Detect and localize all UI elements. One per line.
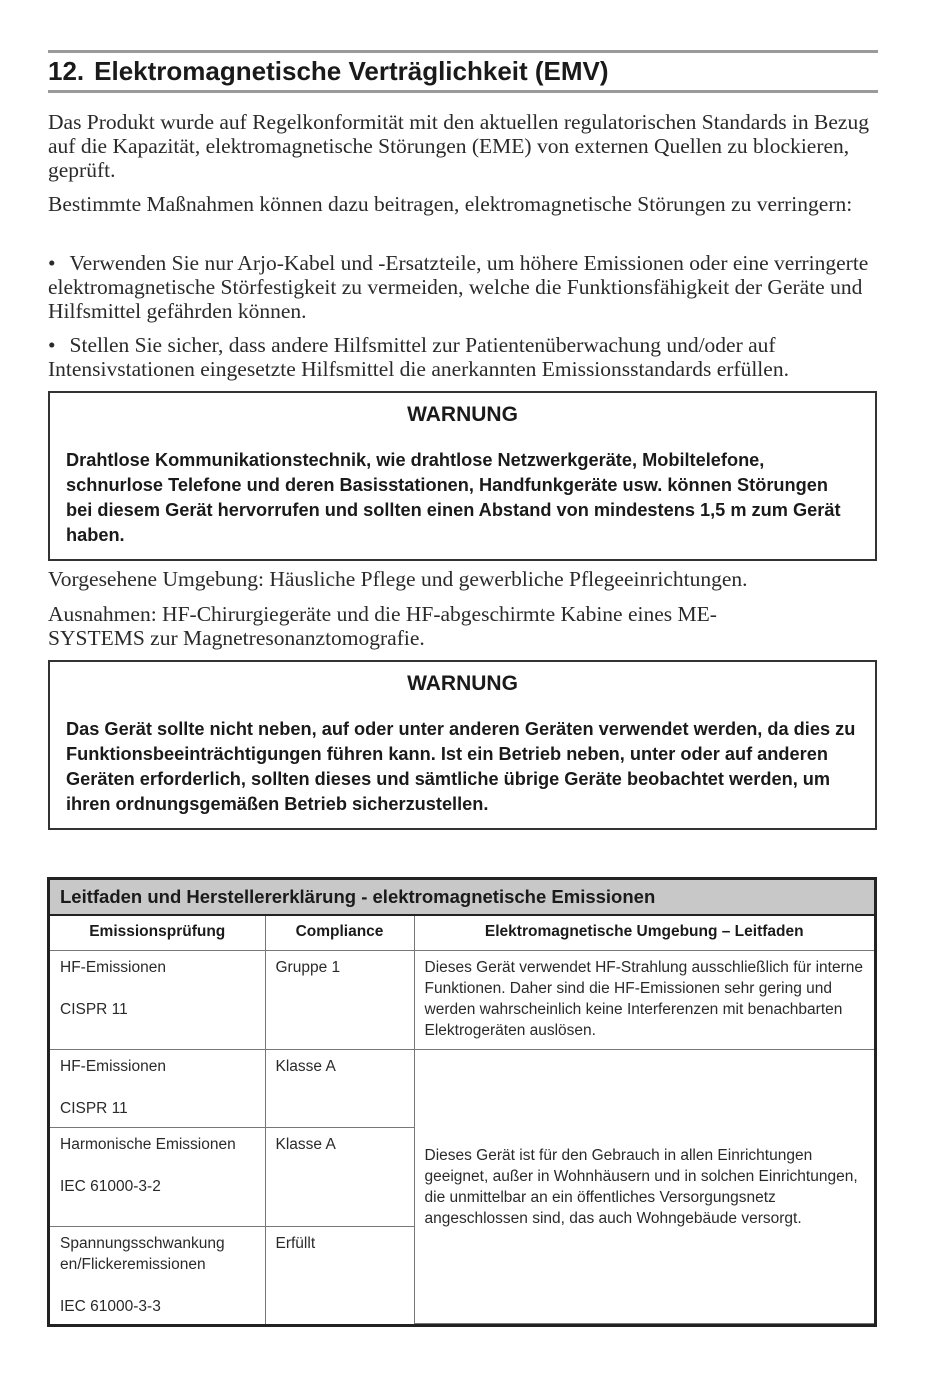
measures-paragraph: Bestimmte Maßnahmen können dazu beitragen, elektromagnetische Störungen zu verringern: [48,192,853,216]
table-title: Leitfaden und Herstellererklärung - elektromagnetische Emissionen [50,880,874,916]
column-header-test: Emissionsprüfung [50,916,265,951]
column-header-compliance: Compliance [265,916,414,951]
bullet-1-text: Verwenden Sie nur Arjo-Kabel und -Ersatzteile, um höhere Emissionen oder eine verringerte elektromagnetische Störfestigkeit zu vermeiden, welche die Funktionsfähigkeit der Geräte und Hilfsmittel gefährden können. [48,251,869,323]
table-row [50,951,874,1050]
cell-test [50,1128,265,1227]
table-header-row [50,916,874,951]
exceptions-paragraph: Ausnahmen: HF-Chirurgiegeräte und die HF-abgeschirmte Kabine eines ME-SYSTEMS zur Magnetresonanztomografie. [48,602,717,650]
test-name: Spannungsschwankung en/Flickeremissionen [60,1235,225,1273]
cell-shared-guidance: Dieses Gerät ist für den Gebrauch in allen Einrichtungen geeignet, außer in Wohnhäusern und in solchen Einrichtungen, die unmittelbar an ein öffentliches Versorgungsnetz angeschlossen sind, das auch Wohngebäude versorgt. [414,1050,874,1324]
heading-rule-top [48,50,878,53]
emissions-grid [50,916,874,1324]
bullet-icon: • [48,333,56,357]
intro-paragraph: Das Produkt wurde auf Regelkonformität mit den aktuellen regulatorischen Standards in Bezug auf die Kapazität, elektromagnetische Störungen (EME) von externen Quellen zu blockieren, geprüft. [48,110,869,182]
environment-paragraph: Vorgesehene Umgebung: Häusliche Pflege und gewerbliche Pflegeeinrichtungen. [48,567,748,591]
warning-box-wireless [48,391,877,561]
warning-box-stacking [48,660,877,830]
test-standard: CISPR 11 [60,1001,128,1018]
emissions-table [47,877,877,1327]
cell-guidance: Dieses Gerät verwendet HF-Strahlung ausschließlich für interne Funktionen. Daher sind die HF-Emissionen sehr gering und werden wahrscheinlich keine Interferenzen mit benachbarten Elektrogeräten auslösen. [414,951,874,1050]
bullet-item-1 [48,251,878,323]
bullet-icon: • [48,251,56,275]
test-standard: IEC 61000-3-2 [60,1178,161,1195]
test-standard: CISPR 11 [60,1100,128,1117]
column-header-guidance: Elektromagnetische Umgebung – Leitfaden [414,916,874,951]
cell-test [50,951,265,1050]
warning-text: Das Gerät sollte nicht neben, auf oder unter anderen Geräten verwendet werden, da dies zu Funktionsbeeinträchtigungen führen kann. Ist ein Betrieb neben, unter oder auf anderen Geräten erforderlich, sollten dieses und sämtliche übrige Geräte beobachtet werden, um ihren ordnungsgemäßen Betrieb sicherzustellen. [66,719,856,814]
cell-test [50,1050,265,1128]
warning-title: WARNUNG [407,672,518,695]
section-number: 12. [48,56,85,86]
section-heading [48,54,878,88]
bullet-item-2 [48,333,878,381]
heading-rule-bottom [48,90,878,93]
test-name: HF-Emissionen [60,959,166,976]
test-name: HF-Emissionen [60,1058,166,1075]
cell-test [50,1227,265,1324]
warning-title: WARNUNG [407,403,518,426]
table-row [50,1050,874,1128]
cell-compliance: Gruppe 1 [265,951,414,1050]
section-title: Elektromagnetische Verträglichkeit (EMV) [94,56,609,86]
cell-compliance: Erfüllt [265,1227,414,1324]
warning-text: Drahtlose Kommunikationstechnik, wie drahtlose Netzwerkgeräte, Mobiltelefone, schnurlose Telefone und deren Basisstationen, Handfunkgeräte usw. können Störungen bei diesem Gerät hervorrufen und sollten einen Abstand von mindestens 1,5 m zum Gerät haben. [66,450,841,545]
bullet-2-text: Stellen Sie sicher, dass andere Hilfsmittel zur Patientenüberwachung und/oder auf Intensivstationen eingesetzte Hilfsmittel die anerkannten Emissionsstandards erfüllen. [48,333,789,381]
cell-compliance: Klasse A [265,1050,414,1128]
cell-compliance: Klasse A [265,1128,414,1227]
test-standard: IEC 61000-3-3 [60,1298,161,1315]
test-name: Harmonische Emissionen [60,1136,236,1153]
